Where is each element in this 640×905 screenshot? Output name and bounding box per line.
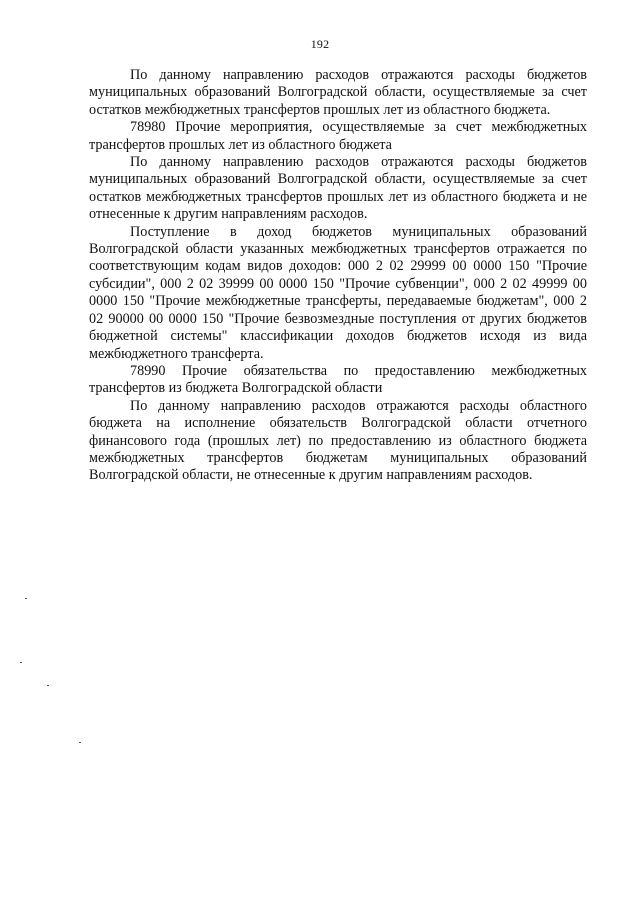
paragraph-code-78990-heading: 78990 Прочие обязательства по предоставлению межбюджетных трансфертов из бюджета Волгоградской области (89, 362, 587, 397)
scan-speck (47, 685, 49, 686)
paragraph-78990-description: По данному направлению расходов отражаются расходы областного бюджета на исполнение обязательств Волгоградской области отчетного финансового года (прошлых лет) по предоставлению из областного бюджета межбюджетных трансфертов бюджетам муниципальных образований Волгоградской области, не отнесенные к другим направлениям расходов. (89, 397, 587, 484)
paragraph-78980-description: По данному направлению расходов отражаются расходы бюджетов муниципальных образований Волгоградской области, осуществляемые за счет остатков межбюджетных трансфертов прошлых лет из областного бюджета и не отнесенные к другим направлениям расходов. (89, 154, 587, 223)
scan-speck (20, 662, 22, 663)
paragraph-expenses-description: По данному направлению расходов отражаются расходы бюджетов муниципальных образований Волгоградской области, осуществляемые за счет остатков межбюджетных трансфертов прошлых лет из областного бюджета. (89, 67, 587, 118)
scan-speck (25, 598, 27, 599)
paragraph-income-codes: Поступление в доход бюджетов муниципальных образований Волгоградской области указанных межбюджетных трансфертов отражается по соответствующим кодам видов доходов: 000 2 02 29999 00 0000 150 "Прочие субсидии", 000 2 02 39999 00 0000 150 "Прочие субвенции", 000 2 02 49999 00 0000 150 "Прочие межбюджетные трансферты, передаваемые бюджетам", 000 2 02 90000 00 0000 150 "Прочие безвозмездные поступления от других бюджетов бюджетной системы" классификации доходов бюджетов исходя из вида межбюджетного трансферта. (89, 223, 587, 362)
scan-speck (79, 742, 81, 743)
paragraph-code-78980-heading: 78980 Прочие мероприятия, осуществляемые за счет межбюджетных трансфертов прошлых лет из областного бюджета (89, 119, 587, 153)
body-text (89, 67, 587, 485)
page-number: 192 (310, 37, 330, 51)
